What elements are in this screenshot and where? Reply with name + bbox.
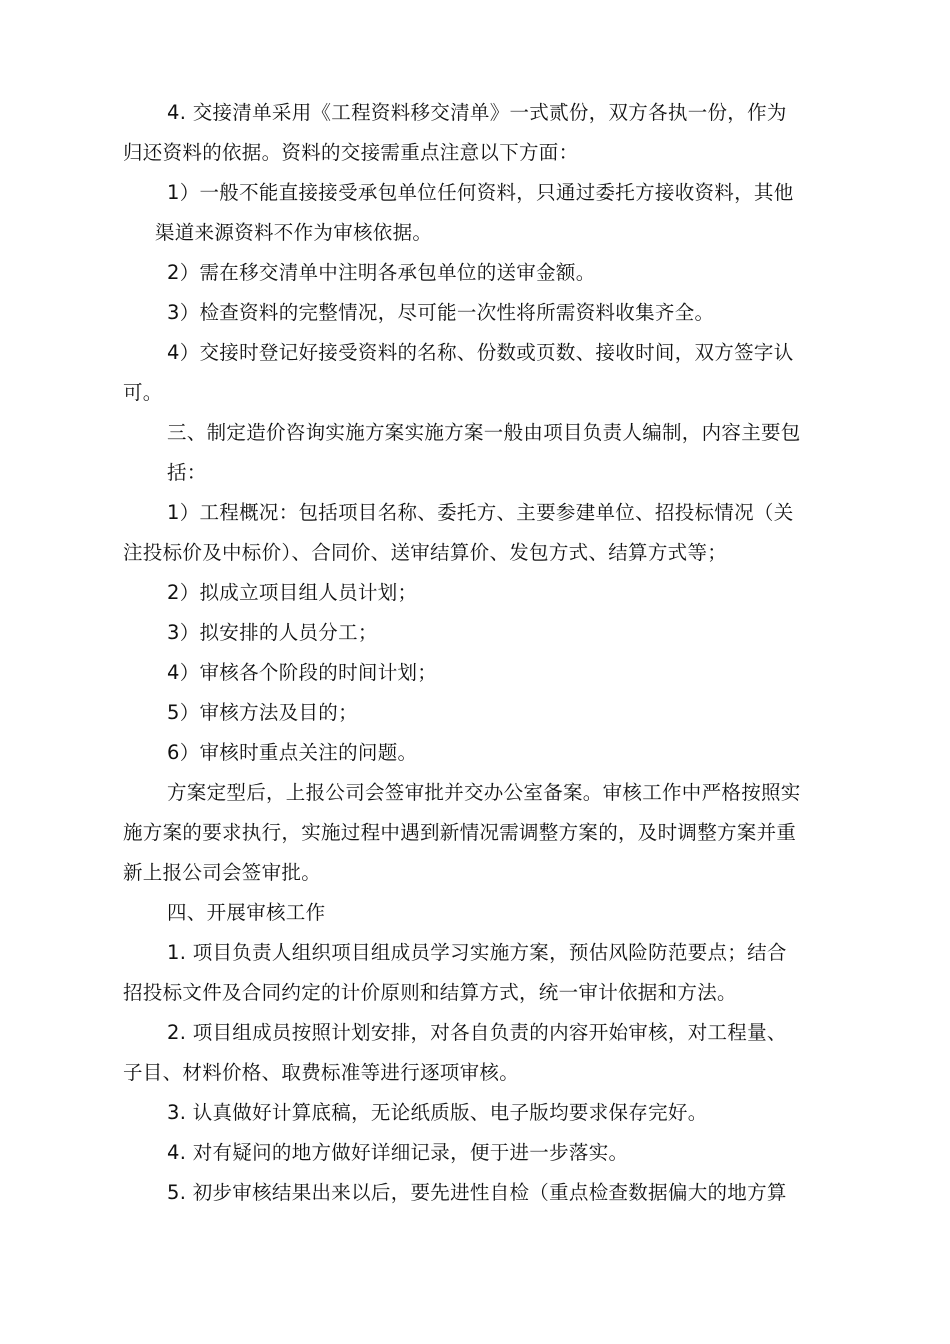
list-item-line: 1）工程概况：包括项目名称、委托方、主要参建单位、招投标情况（关 bbox=[167, 501, 794, 524]
list-item-line: 6）审核时重点关注的问题。 bbox=[167, 741, 418, 764]
paragraph-line: 新上报公司会签审批。 bbox=[123, 861, 322, 884]
list-item-line: 3. 认真做好计算底稿，无论纸质版、电子版均要求保存完好。 bbox=[167, 1101, 708, 1124]
list-item-line: 注投标价及中标价）、合同价、送审结算价、发包方式、结算方式等； bbox=[123, 541, 728, 564]
list-item-line: 可。 bbox=[123, 381, 163, 404]
list-item-line: 2. 项目组成员按照计划安排，对各自负责的内容开始审核，对工程量、 bbox=[167, 1021, 787, 1044]
list-item-line: 4. 对有疑问的地方做好详细记录，便于进一步落实。 bbox=[167, 1141, 629, 1164]
list-item-line: 子目、材料价格、取费标准等进行逐项审核。 bbox=[123, 1061, 520, 1084]
list-item-line: 5. 初步审核结果出来以后，要先进性自检（重点检查数据偏大的地方算 bbox=[167, 1181, 787, 1204]
list-item-line: 2）拟成立项目组人员计划； bbox=[167, 581, 418, 604]
list-item-line: 4）交接时登记好接受资料的名称、份数或页数、接收时间，双方签字认 bbox=[167, 341, 794, 364]
list-item-line: 1. 项目负责人组织项目组成员学习实施方案，预估风险防范要点；结合 bbox=[167, 941, 787, 964]
section-heading: 括： bbox=[167, 461, 207, 484]
list-item-line: 4）审核各个阶段的时间计划； bbox=[167, 661, 438, 684]
paragraph-line: 归还资料的依据。资料的交接需重点注意以下方面： bbox=[123, 141, 579, 164]
section-heading: 三、制定造价咨询实施方案实施方案一般由项目负责人编制，内容主要包 bbox=[167, 421, 801, 444]
section-heading: 四、开展审核工作 bbox=[167, 901, 326, 924]
list-item-line: 渠道来源资料不作为审核依据。 bbox=[155, 221, 433, 244]
paragraph-line: 方案定型后，上报公司会签审批并交办公室备案。审核工作中严格按照实 bbox=[167, 781, 801, 804]
list-item-line: 3）检查资料的完整情况，尽可能一次性将所需资料收集齐全。 bbox=[167, 301, 715, 324]
list-item-line: 1）一般不能直接接受承包单位任何资料，只通过委托方接收资料，其他 bbox=[167, 181, 794, 204]
list-item-line: 3）拟安排的人员分工； bbox=[167, 621, 378, 644]
paragraph-line: 施方案的要求执行，实施过程中遇到新情况需调整方案的，及时调整方案并重 bbox=[123, 821, 797, 844]
list-item-line: 5）审核方法及目的； bbox=[167, 701, 358, 724]
list-item-line: 2）需在移交清单中注明各承包单位的送审金额。 bbox=[167, 261, 596, 284]
paragraph-line: 4. 交接清单采用《工程资料移交清单》一式贰份，双方各执一份，作为 bbox=[167, 101, 787, 124]
list-item-line: 招投标文件及合同约定的计价原则和结算方式，统一审计依据和方法。 bbox=[123, 981, 737, 1004]
